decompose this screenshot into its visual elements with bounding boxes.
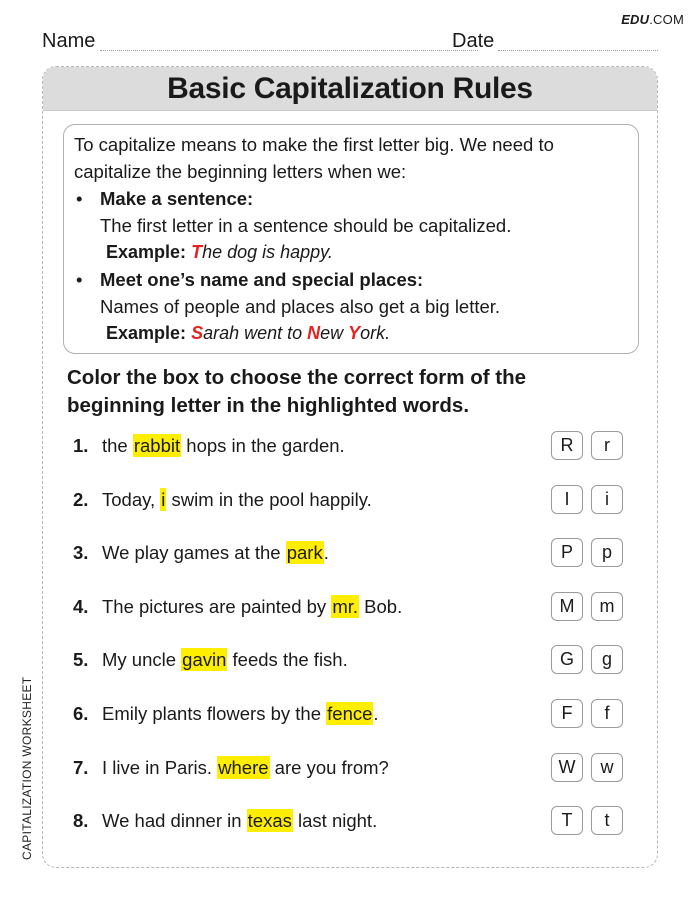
example-1: [74, 239, 628, 266]
option-lowercase[interactable]: i: [591, 485, 623, 514]
name-label: Name: [42, 30, 96, 52]
name-date-row: [42, 30, 658, 54]
highlighted-word: mr.: [332, 595, 359, 617]
example-2: [74, 320, 628, 347]
worksheet: [42, 66, 658, 868]
question-sentence: the rabbit hops in the garden.: [102, 435, 345, 456]
example-label: Example:: [106, 242, 187, 262]
question-row: [73, 534, 619, 588]
example-2-text: Sarah went to New York.: [191, 323, 391, 343]
option-lowercase[interactable]: r: [591, 431, 623, 460]
question-sentence: The pictures are painted by mr. Bob.: [102, 595, 403, 617]
option-uppercase[interactable]: F: [551, 699, 583, 728]
option-uppercase[interactable]: P: [551, 538, 583, 567]
option-lowercase[interactable]: t: [591, 806, 623, 835]
question-number: 7.: [73, 756, 89, 778]
option-uppercase[interactable]: M: [551, 592, 583, 621]
brand-logo: EDU.COM: [621, 12, 684, 27]
date-label: Date: [452, 30, 495, 52]
option-lowercase[interactable]: f: [591, 699, 623, 728]
option-uppercase[interactable]: W: [551, 753, 583, 782]
bullet-2-text: Names of people and places also get a big letter.: [100, 296, 501, 317]
question-sentence: I live in Paris. where are you from?: [102, 756, 389, 778]
question-number: 6.: [73, 702, 89, 724]
question-row: [73, 427, 619, 481]
rules-box: [63, 124, 639, 354]
option-lowercase[interactable]: p: [591, 538, 623, 567]
option-lowercase[interactable]: m: [591, 592, 623, 621]
option-uppercase[interactable]: T: [551, 806, 583, 835]
example-label: Example:: [106, 323, 187, 343]
question-list: [73, 427, 619, 856]
bullet-1-title: Make a sentence:: [100, 188, 254, 209]
question-sentence: Today, i swim in the pool happily.: [102, 488, 372, 510]
bullet-dot: •: [76, 269, 83, 290]
question-row: [73, 695, 619, 749]
instruction-text: Color the box to choose the correct form of the beginning letter in the highlighted words.: [67, 366, 527, 417]
date-line[interactable]: [498, 50, 658, 51]
question-sentence: Emily plants flowers by the fence.: [102, 702, 379, 724]
page-title: Basic Capitalization Rules: [167, 71, 533, 105]
question-row: [73, 749, 619, 803]
title-bar: [43, 67, 657, 111]
question-number: 3.: [73, 542, 89, 564]
question-row: [73, 481, 619, 535]
intro-line-1: To capitalize means to make the first letter big. We need to: [74, 134, 554, 155]
question-sentence: We had dinner in texas last night.: [102, 810, 378, 832]
option-uppercase[interactable]: G: [551, 645, 583, 674]
question-number: 2.: [73, 488, 89, 510]
highlighted-word: gavin: [182, 649, 227, 671]
option-lowercase[interactable]: w: [591, 753, 623, 782]
question-number: 8.: [73, 810, 89, 832]
highlighted-word: fence: [327, 702, 373, 724]
bullet-dot: •: [76, 188, 83, 209]
bullet-1: [74, 185, 628, 212]
question-number: 5.: [73, 649, 89, 671]
question-row: [73, 802, 619, 856]
bullet-2: [74, 266, 628, 293]
highlighted-word: park: [286, 542, 323, 564]
side-label: CAPITALIZATION WORKSHEET: [20, 676, 34, 860]
name-line[interactable]: [100, 50, 478, 51]
question-row: [73, 588, 619, 642]
highlighted-word: i: [161, 488, 166, 510]
option-lowercase[interactable]: g: [591, 645, 623, 674]
option-uppercase[interactable]: R: [551, 431, 583, 460]
bullet-1-text: The first letter in a sentence should be capitalized.: [100, 215, 512, 236]
question-row: [73, 641, 619, 695]
highlighted-word: where: [218, 756, 269, 778]
intro-line-2: capitalize the beginning letters when we:: [74, 161, 407, 182]
example-1-text: The dog is happy.: [191, 242, 333, 262]
question-sentence: My uncle gavin feeds the fish.: [102, 649, 348, 671]
highlighted-word: texas: [247, 810, 292, 832]
option-uppercase[interactable]: I: [551, 485, 583, 514]
highlighted-word: rabbit: [133, 435, 181, 456]
question-sentence: We play games at the park.: [102, 542, 329, 564]
question-number: 1.: [73, 435, 89, 456]
question-number: 4.: [73, 595, 89, 617]
bullet-2-title: Meet one’s name and special places:: [100, 269, 424, 290]
